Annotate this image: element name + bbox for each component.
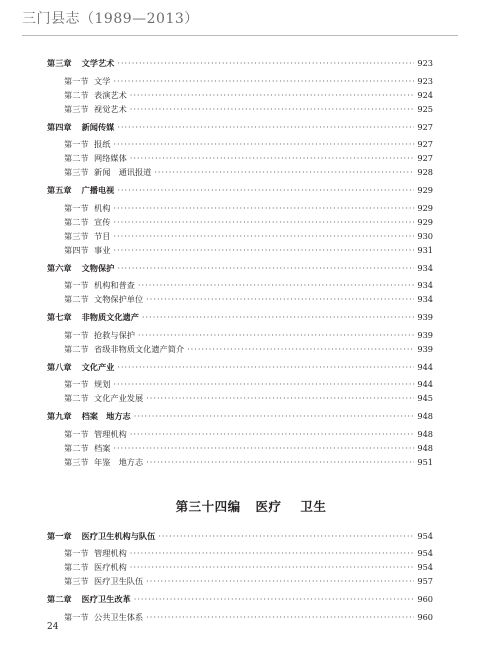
section-number: 第三节 bbox=[64, 456, 89, 467]
chapter-page: 954 bbox=[417, 530, 433, 541]
toc-section-row bbox=[47, 229, 433, 243]
section-number: 第一节 bbox=[64, 75, 89, 86]
toc-chapter-row bbox=[47, 529, 433, 543]
section-page: 954 bbox=[417, 562, 433, 572]
chapter-page: 934 bbox=[417, 262, 433, 273]
chapter-title: 新闻传媒 bbox=[81, 121, 115, 132]
toc-section-row bbox=[47, 151, 433, 165]
section-number: 第二节 bbox=[64, 562, 89, 572]
section-title: 文物保护单位 bbox=[94, 294, 144, 304]
section-page: 939 bbox=[417, 329, 433, 340]
section-title: 文学 bbox=[94, 75, 111, 86]
section-page: 927 bbox=[417, 153, 433, 163]
section-title: 医疗机构 bbox=[94, 562, 127, 572]
toc-section-row bbox=[47, 243, 433, 257]
section-title: 文化产业发展 bbox=[94, 393, 144, 403]
chapter-title: 文化产业 bbox=[81, 361, 115, 372]
chapter-number: 第六章 bbox=[47, 262, 72, 273]
section-page: 954 bbox=[417, 548, 433, 558]
dot-leader bbox=[113, 229, 414, 243]
dot-leader bbox=[117, 120, 414, 134]
section-number: 第二节 bbox=[64, 294, 89, 304]
section-page: 948 bbox=[417, 428, 433, 439]
section-number: 第一节 bbox=[64, 611, 89, 622]
dot-leader bbox=[146, 391, 414, 405]
section-title: 年鉴 地方志 bbox=[94, 456, 144, 467]
section-number: 第二节 bbox=[64, 216, 89, 227]
chapter-page: 927 bbox=[417, 121, 433, 132]
dot-leader bbox=[113, 441, 414, 455]
dot-leader bbox=[146, 610, 414, 624]
toc-section-row bbox=[47, 74, 433, 88]
section-number: 第三节 bbox=[64, 103, 89, 114]
section-title: 医疗卫生队伍 bbox=[94, 576, 144, 586]
toc-section-row bbox=[47, 102, 433, 116]
dot-leader bbox=[146, 455, 414, 469]
section-number: 第一节 bbox=[64, 280, 89, 290]
dot-leader bbox=[146, 292, 414, 306]
section-title: 省级非物质文化遗产简介 bbox=[94, 343, 185, 354]
dot-leader bbox=[134, 409, 414, 423]
section-title: 机构和普查 bbox=[94, 280, 135, 290]
chapter-title: 广播电视 bbox=[81, 185, 115, 195]
page-number: 24 bbox=[47, 622, 59, 632]
section-number: 第二节 bbox=[64, 153, 89, 163]
header-rule bbox=[22, 35, 458, 36]
section-title: 档案 bbox=[94, 442, 111, 453]
section-number: 第二节 bbox=[64, 393, 89, 403]
toc-chapter-row bbox=[47, 120, 433, 134]
toc-section-row bbox=[47, 201, 433, 215]
dot-leader bbox=[113, 137, 414, 151]
section-title: 管理机构 bbox=[94, 428, 127, 439]
dot-leader bbox=[130, 102, 414, 116]
section-title: 节目 bbox=[94, 230, 111, 241]
toc-section-row bbox=[47, 377, 433, 391]
toc-section-row bbox=[47, 560, 433, 574]
dot-leader bbox=[138, 328, 414, 342]
section-page: 945 bbox=[417, 393, 433, 403]
chapter-page: 939 bbox=[417, 312, 433, 322]
section-number: 第四节 bbox=[64, 244, 89, 255]
dot-leader bbox=[154, 165, 414, 179]
table-of-contents bbox=[47, 56, 433, 624]
section-title: 公共卫生体系 bbox=[94, 611, 144, 622]
section-number: 第一节 bbox=[64, 428, 89, 439]
section-number: 第二节 bbox=[64, 89, 89, 100]
chapter-number: 第一章 bbox=[47, 530, 72, 541]
section-number: 第三节 bbox=[64, 230, 89, 241]
dot-leader bbox=[158, 529, 414, 543]
chapter-page: 960 bbox=[417, 594, 433, 604]
part-number: 第三十四编 bbox=[175, 498, 241, 514]
part-title-word-2: 卫生 bbox=[300, 498, 327, 514]
section-page: 957 bbox=[417, 576, 433, 586]
dot-leader bbox=[113, 243, 414, 257]
section-number: 第三节 bbox=[64, 576, 89, 586]
dot-leader bbox=[130, 560, 414, 574]
section-page: 928 bbox=[417, 167, 433, 177]
part-title-word-1: 医疗 bbox=[255, 498, 282, 514]
section-title: 宣传 bbox=[94, 216, 111, 227]
section-number: 第三节 bbox=[64, 167, 89, 177]
section-number: 第一节 bbox=[64, 202, 89, 213]
toc-chapter-row bbox=[47, 183, 433, 197]
toc-section-row bbox=[47, 88, 433, 102]
chapter-number: 第四章 bbox=[47, 121, 72, 132]
section-title: 规划 bbox=[94, 379, 111, 389]
dot-leader bbox=[117, 360, 414, 374]
section-title: 抢救与保护 bbox=[94, 329, 135, 340]
chapter-page: 929 bbox=[417, 185, 433, 195]
toc-section-row bbox=[47, 165, 433, 179]
section-page: 930 bbox=[417, 230, 433, 241]
chapter-title: 医疗卫生机构与队伍 bbox=[81, 530, 156, 541]
dot-leader bbox=[113, 201, 414, 215]
section-page: 929 bbox=[417, 216, 433, 227]
section-number: 第二节 bbox=[64, 343, 89, 354]
toc-section-row bbox=[47, 278, 433, 292]
section-number: 第一节 bbox=[64, 379, 89, 389]
section-title: 网络媒体 bbox=[94, 153, 127, 163]
toc-section-row bbox=[47, 427, 433, 441]
section-page: 934 bbox=[417, 294, 433, 304]
toc-section-row bbox=[47, 328, 433, 342]
section-number: 第一节 bbox=[64, 139, 89, 149]
chapter-title: 非物质文化遗产 bbox=[81, 312, 139, 322]
dot-leader bbox=[113, 377, 414, 391]
running-header: 三门县志（1989—2013） bbox=[22, 11, 199, 27]
section-title: 表演艺术 bbox=[94, 89, 127, 100]
section-number: 第二节 bbox=[64, 442, 89, 453]
dot-leader bbox=[134, 592, 414, 606]
dot-leader bbox=[113, 215, 414, 229]
section-page: 929 bbox=[417, 202, 433, 213]
dot-leader bbox=[146, 574, 414, 588]
chapter-number: 第九章 bbox=[47, 411, 72, 421]
toc-chapter-row bbox=[47, 310, 433, 324]
section-page: 923 bbox=[417, 75, 433, 86]
toc-chapter-row bbox=[47, 360, 433, 374]
dot-leader bbox=[138, 278, 414, 292]
section-title: 报纸 bbox=[94, 139, 111, 149]
section-page: 931 bbox=[417, 244, 433, 255]
section-title: 事业 bbox=[94, 244, 111, 255]
toc-chapter-row bbox=[47, 261, 433, 275]
toc-section-row bbox=[47, 342, 433, 356]
section-number: 第一节 bbox=[64, 329, 89, 340]
section-title: 管理机构 bbox=[94, 548, 127, 558]
toc-section-row bbox=[47, 391, 433, 405]
toc-section-row bbox=[47, 215, 433, 229]
chapter-number: 第五章 bbox=[47, 185, 72, 195]
chapter-number: 第三章 bbox=[47, 58, 72, 68]
chapter-page: 948 bbox=[417, 411, 433, 421]
toc-section-row bbox=[47, 574, 433, 588]
chapter-page: 923 bbox=[417, 58, 433, 68]
toc-section-row bbox=[47, 441, 433, 455]
dot-leader bbox=[117, 183, 414, 197]
toc-part-33-tail bbox=[47, 56, 433, 469]
section-page: 927 bbox=[417, 139, 433, 149]
chapter-title: 文学艺术 bbox=[81, 58, 115, 68]
chapter-title: 医疗卫生改革 bbox=[81, 594, 131, 604]
toc-section-row bbox=[47, 546, 433, 560]
section-page: 925 bbox=[417, 103, 433, 114]
section-title: 机构 bbox=[94, 202, 111, 213]
dot-leader bbox=[117, 261, 414, 275]
dot-leader bbox=[130, 88, 414, 102]
toc-chapter-row bbox=[47, 592, 433, 606]
toc-section-row bbox=[47, 455, 433, 469]
dot-leader bbox=[142, 310, 414, 324]
dot-leader bbox=[117, 56, 414, 70]
dot-leader bbox=[113, 74, 414, 88]
section-page: 948 bbox=[417, 442, 433, 453]
section-page: 944 bbox=[417, 379, 433, 389]
chapter-title: 档案 地方志 bbox=[81, 411, 131, 421]
toc-section-row bbox=[47, 137, 433, 151]
section-page: 960 bbox=[417, 611, 433, 622]
chapter-title: 文物保护 bbox=[81, 262, 115, 273]
chapter-number: 第二章 bbox=[47, 594, 72, 604]
section-title: 新闻 通讯报道 bbox=[94, 167, 152, 177]
dot-leader bbox=[187, 342, 414, 356]
toc-section-row bbox=[47, 610, 433, 624]
dot-leader bbox=[130, 546, 414, 560]
toc-part-34 bbox=[47, 529, 433, 624]
section-title: 视觉艺术 bbox=[94, 103, 127, 114]
dot-leader bbox=[130, 427, 414, 441]
section-page: 939 bbox=[417, 343, 433, 354]
section-number: 第一节 bbox=[64, 548, 89, 558]
chapter-page: 944 bbox=[417, 361, 433, 372]
section-page: 924 bbox=[417, 89, 433, 100]
chapter-number: 第七章 bbox=[47, 312, 72, 322]
section-page: 934 bbox=[417, 280, 433, 290]
part-title bbox=[47, 497, 433, 515]
section-page: 951 bbox=[417, 456, 433, 467]
dot-leader bbox=[130, 151, 414, 165]
toc-section-row bbox=[47, 292, 433, 306]
chapter-number: 第八章 bbox=[47, 361, 72, 372]
toc-chapter-row bbox=[47, 409, 433, 423]
toc-chapter-row bbox=[47, 56, 433, 70]
